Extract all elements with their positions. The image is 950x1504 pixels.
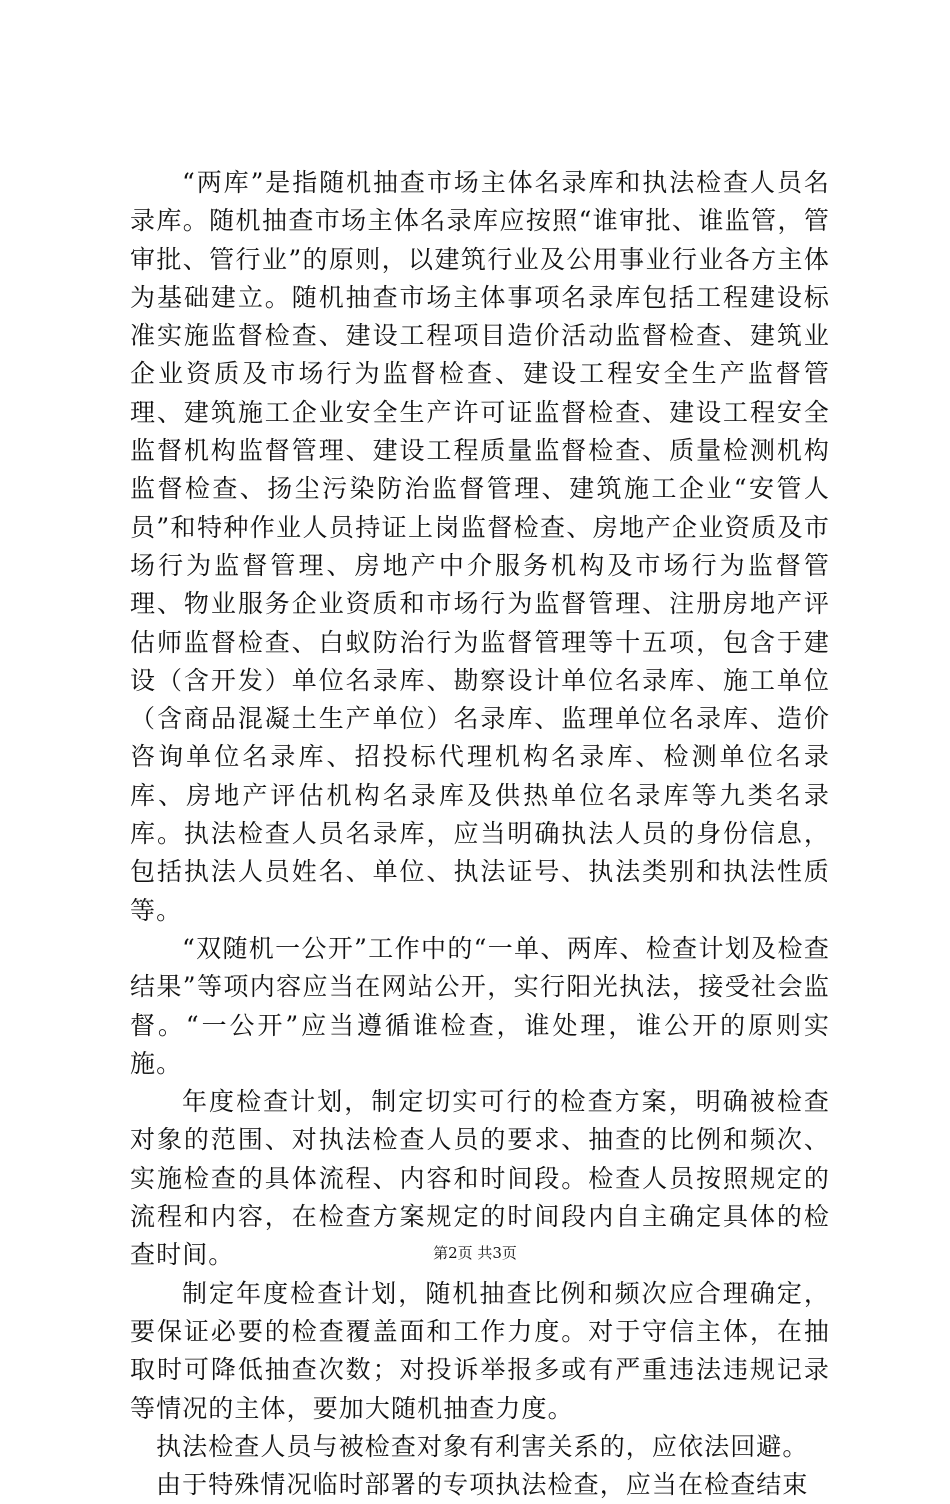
paragraph-recusal: 执法检查人员与被检查对象有利害关系的，应依法回避。 bbox=[156, 1431, 809, 1461]
paragraph-inspection-ratio: 制定年度检查计划，随机抽查比例和频次应合理确定，要保证必要的检查覆盖面和工作力度。对于守信主体，在抽取时可降低抽查次数；对投诉举报多或有严重违法违规记录等情况的主体，要加大随机抽查力度。 bbox=[130, 1278, 830, 1423]
paragraph-two-libraries: “两库”是指随机抽查市场主体名录库和执法检查人员名录库。随机抽查市场主体名录库应按照“谁审批、谁监管，管审批、管行业”的原则，以建筑行业及公用事业行业各方主体为基础建立。随机抽查市场主体事项名录库包括工程建设标准实施监督检查、建设工程项目造价活动监督检查、建筑业企业资质及市场行为监督检查、建设工程安全生产监督管理、建筑施工企业安全生产许可证监督检查、建设工程安全监督机构监督管理、建设工程质量监督检查、质量检测机构监督检查、扬尘污染防治监督管理、建筑施工企业“安管人员”和特种作业人员持证上岗监督检查、房地产企业资质及市场行为监督管理、房地产中介服务机构及市场行为监督管理、物业服务企业资质和市场行为监督管理、注册房地产评估师监督检查、白蚁防治行为监督管理等十五项，包含于建设（含开发）单位名录库、勘察设计单位名录库、施工单位（含商品混凝土生产单位）名录库、监理单位名录库、造价咨询单位名录库、招投标代理机构名录库、检测单位名录库、房地产评估机构名录库及供热单位名录库等九类名录库。执法检查人员名录库，应当明确执法人员的身份信息，包括执法人员姓名、单位、执法证号、执法类别和执法性质等。 bbox=[130, 168, 830, 925]
paragraph-annual-plan: 年度检查计划，制定切实可行的检查方案，明确被检查对象的范围、对执法检查人员的要求、抽查的比例和频次、实施检查的具体流程、内容和时间段。检查人员按照规定的流程和内容，在检查方案规定的时间段内自主确定具体的检查时间。 bbox=[130, 1087, 830, 1270]
document-body bbox=[130, 164, 830, 1504]
page-number-footer: 第2页 共3页 bbox=[433, 1244, 517, 1262]
paragraph-public-disclosure: “双随机一公开”工作中的“一单、两库、检查计划及检查结果”等项内容应当在网站公开，实行阳光执法，接受社会监督。“一公开”应当遵循谁检查，谁处理，谁公开的原则实施。 bbox=[130, 933, 830, 1078]
paragraph-special-inspection: 由于特殊情况临时部署的专项执法检查，应当在检查结束 bbox=[156, 1470, 809, 1500]
